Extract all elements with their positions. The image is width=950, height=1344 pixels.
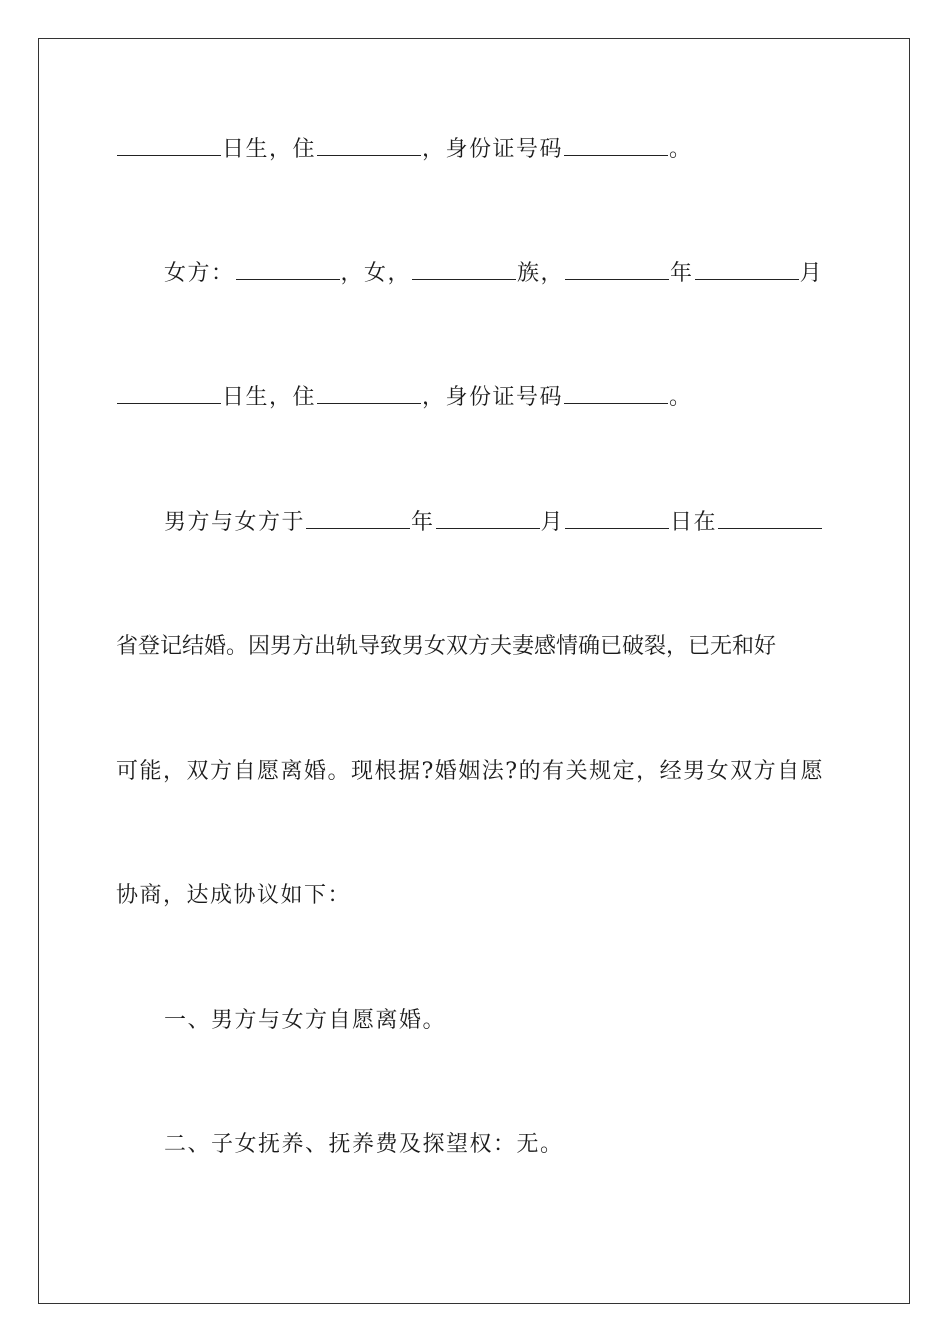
paragraph-text: 协商，达成协议如下： [116, 883, 352, 908]
born-address-label: 日生，住 [222, 137, 317, 162]
paragraph-text: 可能，双方自愿离婚。现根据?婚姻法?的有关规定，经男女双方自愿 [116, 759, 825, 784]
id-number-label: ，身份证号码 [422, 137, 564, 162]
female-gender-label: ，女， [340, 261, 412, 286]
male-birth-address-id-line [116, 135, 836, 165]
clause-1 [164, 1006, 884, 1036]
birth-month-blank[interactable] [695, 259, 799, 280]
page-border [38, 38, 910, 1304]
day-in-label: 日在 [670, 510, 718, 535]
birth-year-blank[interactable] [565, 259, 669, 280]
month-label: 月 [799, 261, 824, 286]
female-label: 女方： [164, 261, 235, 286]
address-blank[interactable] [317, 135, 421, 156]
id-number-blank[interactable] [564, 383, 668, 404]
month-label: 月 [540, 510, 565, 535]
marriage-month-blank[interactable] [436, 508, 540, 529]
female-birth-address-id-line [116, 383, 836, 413]
clause-2 [164, 1130, 884, 1160]
marriage-registration-line [164, 508, 884, 538]
line-end: 。 [669, 385, 693, 410]
year-label: 年 [411, 510, 435, 535]
born-address-label: 日生，住 [222, 385, 317, 410]
paragraph-line [116, 757, 836, 787]
id-number-blank[interactable] [564, 135, 668, 156]
birth-date-blank[interactable] [117, 383, 221, 404]
female-name-blank[interactable] [236, 259, 340, 280]
id-number-label: ，身份证号码 [422, 385, 564, 410]
ethnicity-blank[interactable] [412, 259, 516, 280]
registration-place-blank[interactable] [718, 508, 822, 529]
line-end: 。 [669, 137, 693, 162]
paragraph-text: 省登记结婚。因男方出轨导致男女双方夫妻感情确已破裂，已无和好 [116, 634, 777, 659]
paragraph-line [116, 881, 836, 911]
ethnicity-label: 族， [517, 261, 565, 286]
female-info-line [164, 259, 884, 289]
birth-date-blank[interactable] [117, 135, 221, 156]
clause-text: 一、男方与女方自愿离婚。 [164, 1008, 447, 1033]
marriage-intro: 男方与女方于 [164, 510, 306, 535]
marriage-day-blank[interactable] [565, 508, 669, 529]
marriage-year-blank[interactable] [306, 508, 410, 529]
paragraph-line [116, 632, 836, 662]
year-label: 年 [670, 261, 694, 286]
clause-text: 二、子女抚养、抚养费及探望权：无。 [164, 1132, 564, 1157]
address-blank[interactable] [317, 383, 421, 404]
